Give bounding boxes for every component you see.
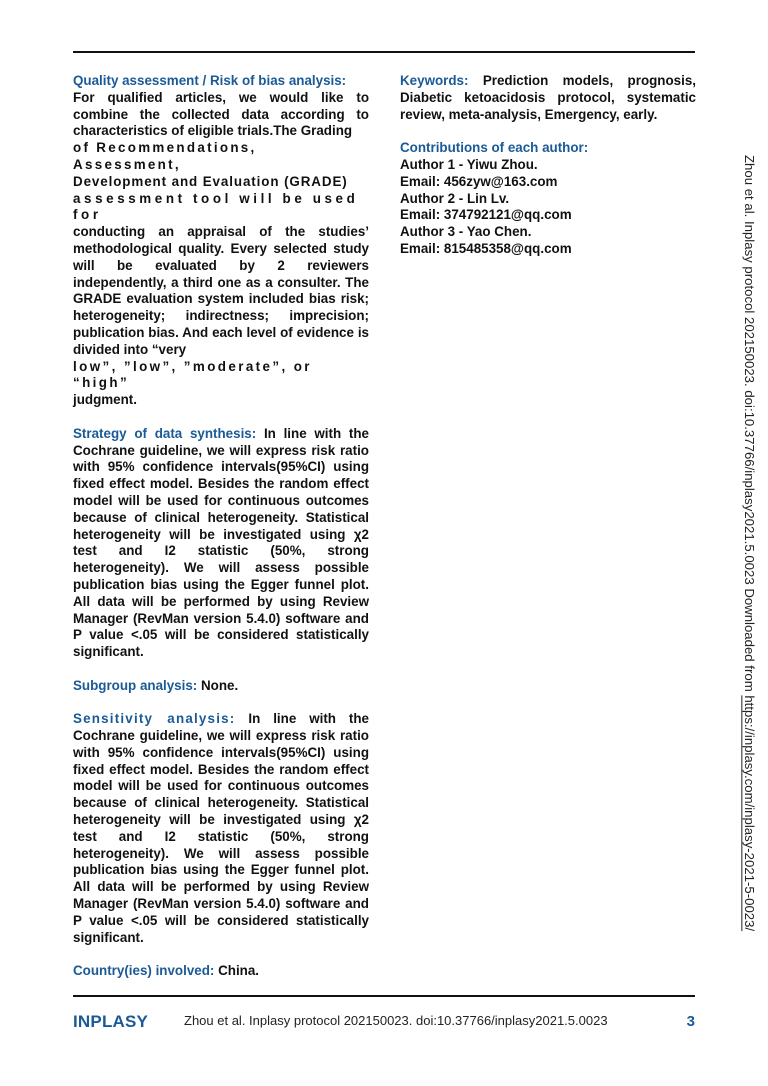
subgroup-analysis-text: None.: [201, 677, 239, 693]
keywords-section: [400, 73, 696, 123]
right-column: [400, 73, 696, 275]
footer-citation: Zhou et al. Inplasy protocol 202150023. doi:10.37766/inplasy2021.5.0023: [184, 1013, 608, 1028]
author-1-email: Email: 456zyw@163.com: [400, 173, 558, 189]
country-section: [73, 963, 369, 980]
author-1-name: Author 1 - Yiwu Zhou.: [400, 156, 538, 172]
keywords-text: Prediction models, prognosis, Diabetic ketoacidosis protocol, systematic review, meta-analysis, Emergency, early.: [400, 73, 696, 122]
quality-assessment-section: [73, 73, 369, 409]
side-download-note: [739, 155, 759, 935]
inplasy-logo: INPLASY: [73, 1012, 149, 1031]
download-link[interactable]: https://inplasy.com/inplasy-2021-5-0023/: [742, 695, 757, 932]
sensitivity-analysis-section: [73, 711, 369, 946]
contributions-heading: Contributions of each author:: [400, 140, 589, 156]
data-synthesis-section: [73, 426, 369, 661]
footer-rule: [73, 995, 695, 997]
country-text: China.: [218, 963, 260, 979]
sensitivity-analysis-text: In line with the Cochrane guideline, we will express risk ratio with 95% confidence intervals(95%CI) using fixed effect model. Besides the random effect model will be used for continuous outcomes because of clinical heterogeneity. Statistical heterogeneity will be investigated using χ2 test and I2 statistic (50%, strong heterogeneity). We will assess possible publication bias using the Egger funnel plot. All data will be performed by using Review Manager (RevMan version 5.4.0) software and P value <.05 will be considered statistically significant.: [73, 711, 369, 945]
page-footer: [73, 1010, 695, 1034]
keywords-heading: Keywords:: [400, 73, 469, 88]
author-3-email: Email: 815485358@qq.com: [400, 240, 572, 256]
author-2-name: Author 2 - Lin Lv.: [400, 190, 510, 206]
left-column: [73, 73, 369, 997]
quality-assessment-text-e: conducting an appraisal of the studies’ methodological quality. Every selected study will be evaluated by 2 reviewers independently, a third one as a consulter. The GRADE evaluation system included bias risk; heterogeneity; indirectness; imprecision; publication bias. And each level of evidence is divided into “very: [73, 224, 369, 357]
quality-assessment-text-b: of Recommendations, Assessment,: [73, 140, 257, 172]
quality-assessment-text-g: judgment.: [73, 392, 137, 408]
quality-assessment-text-c: Development and Evaluation (GRADE): [73, 173, 348, 189]
quality-assessment-text-d: assessment tool will be used for: [73, 190, 359, 223]
contributions-section: [400, 140, 696, 258]
country-heading: Country(ies) involved:: [73, 963, 215, 979]
sensitivity-analysis-heading: Sensitivity analysis:: [73, 711, 236, 727]
quality-assessment-text-a: For qualified articles, we would like to combine the collected data according to characteristics of eligible trials.The Grading: [73, 89, 369, 139]
author-2-email: Email: 374792121@qq.com: [400, 207, 572, 223]
page-number: 3: [686, 1013, 695, 1030]
quality-assessment-heading: Quality assessment / Risk of bias analysis:: [73, 73, 347, 88]
author-3-name: Author 3 - Yao Chen.: [400, 224, 532, 240]
subgroup-analysis-section: [73, 678, 369, 695]
data-synthesis-heading: Strategy of data synthesis:: [73, 425, 257, 441]
side-note-text: Zhou et al. Inplasy protocol 202150023. doi:10.37766/inplasy2021.5.0023 Downloaded from: [742, 155, 757, 696]
top-rule: [73, 51, 695, 53]
quality-assessment-text-f: low”, ”low”, ”moderate”, or “high”: [73, 358, 312, 391]
data-synthesis-text: In line with the Cochrane guideline, we will express risk ratio with 95% confidence intervals(95%CI) using fixed effect model. Besides the random effect model will be used for continuous outcomes because of clinical heterogeneity. Statistical heterogeneity will be investigated using χ2 test and I2 statistic (50%, strong heterogeneity). We will assess possible publication bias using the Egger funnel plot. All data will be performed by using Review Manager (RevMan version 5.4.0) software and P value <.05 will be considered statistically significant.: [73, 425, 369, 660]
subgroup-analysis-heading: Subgroup analysis:: [73, 677, 198, 693]
